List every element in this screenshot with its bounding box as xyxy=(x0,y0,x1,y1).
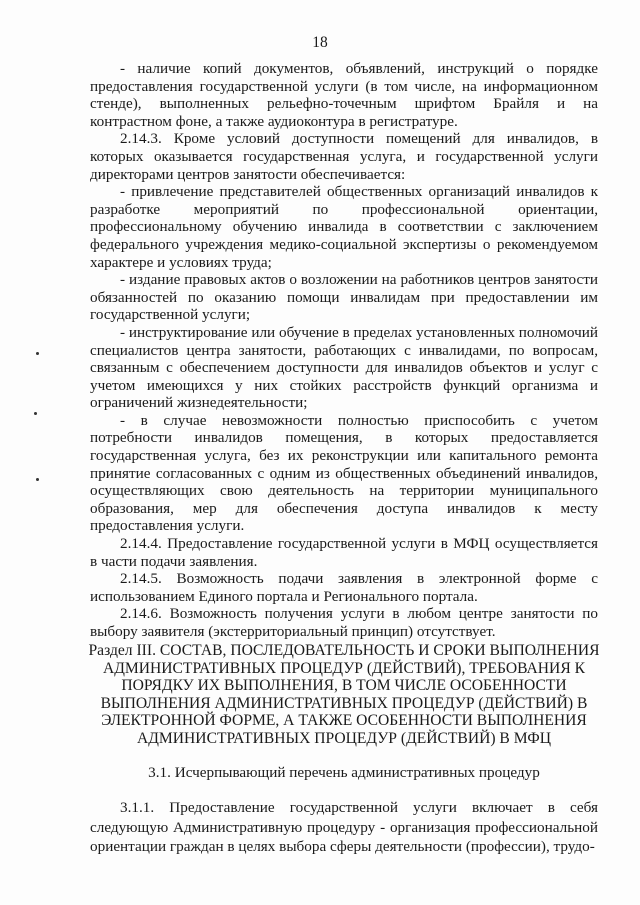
subsection-heading: 3.1. Исчерпывающий перечень административных процедур xyxy=(148,764,540,781)
paragraph-instruction-training: - инструктирование или обучение в пределах установленных полномочий специалистов центра занятости, работающих с инвалидами, по вопросам, связанным с обеспечением доступности для инвалидов объектов и услуг с учетом имеющихся у них стойких расстройств функций организма и ограничений жизнедеятельности; xyxy=(90,323,598,412)
scan-speck xyxy=(36,352,39,355)
paragraph-copies-braille: - наличие копий документов, объявлений, инструкций о порядке предоставления государственной услуги (в том числе, на информационном стенде), выполненных рельефно-точечным шрифтом Брайля и на контрастном фоне, а также аудиоконтура в регистратуре. xyxy=(90,60,598,130)
paragraph-involve-representatives: - привлечение представителей общественных организаций инвалидов к разработке мероприятий по профессиональной ориентации, профессиональному обучению инвалида в соответствии с заключением федерального учреждения медико-социальной экспертизы о рекомендуемом характере и условиях труда; xyxy=(90,183,598,271)
page-number: 18 xyxy=(312,34,328,51)
scan-speck xyxy=(34,412,37,415)
paragraph-2-14-3: 2.14.3. Кроме условий доступности помещений для инвалидов, в которых оказывается государственная услуга, и государственной услуги директорами центров занятости обеспечивается: xyxy=(90,130,598,183)
paragraph-2-14-6: 2.14.6. Возможность получения услуги в любом центре занятости по выбору заявителя (экстерриториальный принцип) отсутствует. xyxy=(90,605,598,640)
body-text xyxy=(90,60,598,641)
paragraph-legal-acts: - издание правовых актов о возложении на работников центров занятости обязанностей по оказанию помощи инвалидам при предоставлении им государственной услуги; xyxy=(90,271,598,324)
paragraph-2-14-5: 2.14.5. Возможность подачи заявления в электронной форме с использованием Единого портала и Регионального портала. xyxy=(90,570,598,605)
paragraph-2-14-4: 2.14.4. Предоставление государственной услуги в МФЦ осуществляется в части подачи заявления. xyxy=(90,535,598,570)
body-text-continued xyxy=(90,798,598,857)
paragraph-3-1-1: 3.1.1. Предоставление государственной услуги включает в себя следующую Административную процедуру - организация профессиональной ориентации граждан в целях выбора сферы деятельности (профессии), трудо- xyxy=(90,799,598,855)
section-heading: Раздел III. СОСТАВ, ПОСЛЕДОВАТЕЛЬНОСТЬ И СРОКИ ВЫПОЛНЕНИЯ АДМИНИСТРАТИВНЫХ ПРОЦЕДУР (ДЕЙСТВИЙ), ТРЕБОВАНИЯ К ПОРЯДКУ ИХ ВЫПОЛНЕНИЯ, В ТОМ ЧИСЛЕ ОСОБЕННОСТИ ВЫПОЛНЕНИЯ АДМИНИСТРАТИВНЫХ ПРОЦЕДУР (ДЕЙСТВИЙ) В ЭЛЕКТРОННОЙ ФОРМЕ, А ТАКЖЕ ОСОБЕННОСТИ ВЫПОЛНЕНИЯ АДМИНИСТРАТИВНЫХ ПРОЦЕДУР (ДЕЙСТВИЙ) В МФЦ xyxy=(88,642,600,747)
paragraph-impossibility-adapt: - в случае невозможности полностью приспособить с учетом потребности инвалидов помещения, в которых предоставляется государственная услуга, без их реконструкции или капитального ремонта принятие согласованных с одним из общественных объединений инвалидов, осуществляющих свою деятельность на территории муниципального образования, мер для обеспечения доступа инвалидов к месту предоставления услуги. xyxy=(90,411,598,535)
scan-speck xyxy=(36,478,39,481)
